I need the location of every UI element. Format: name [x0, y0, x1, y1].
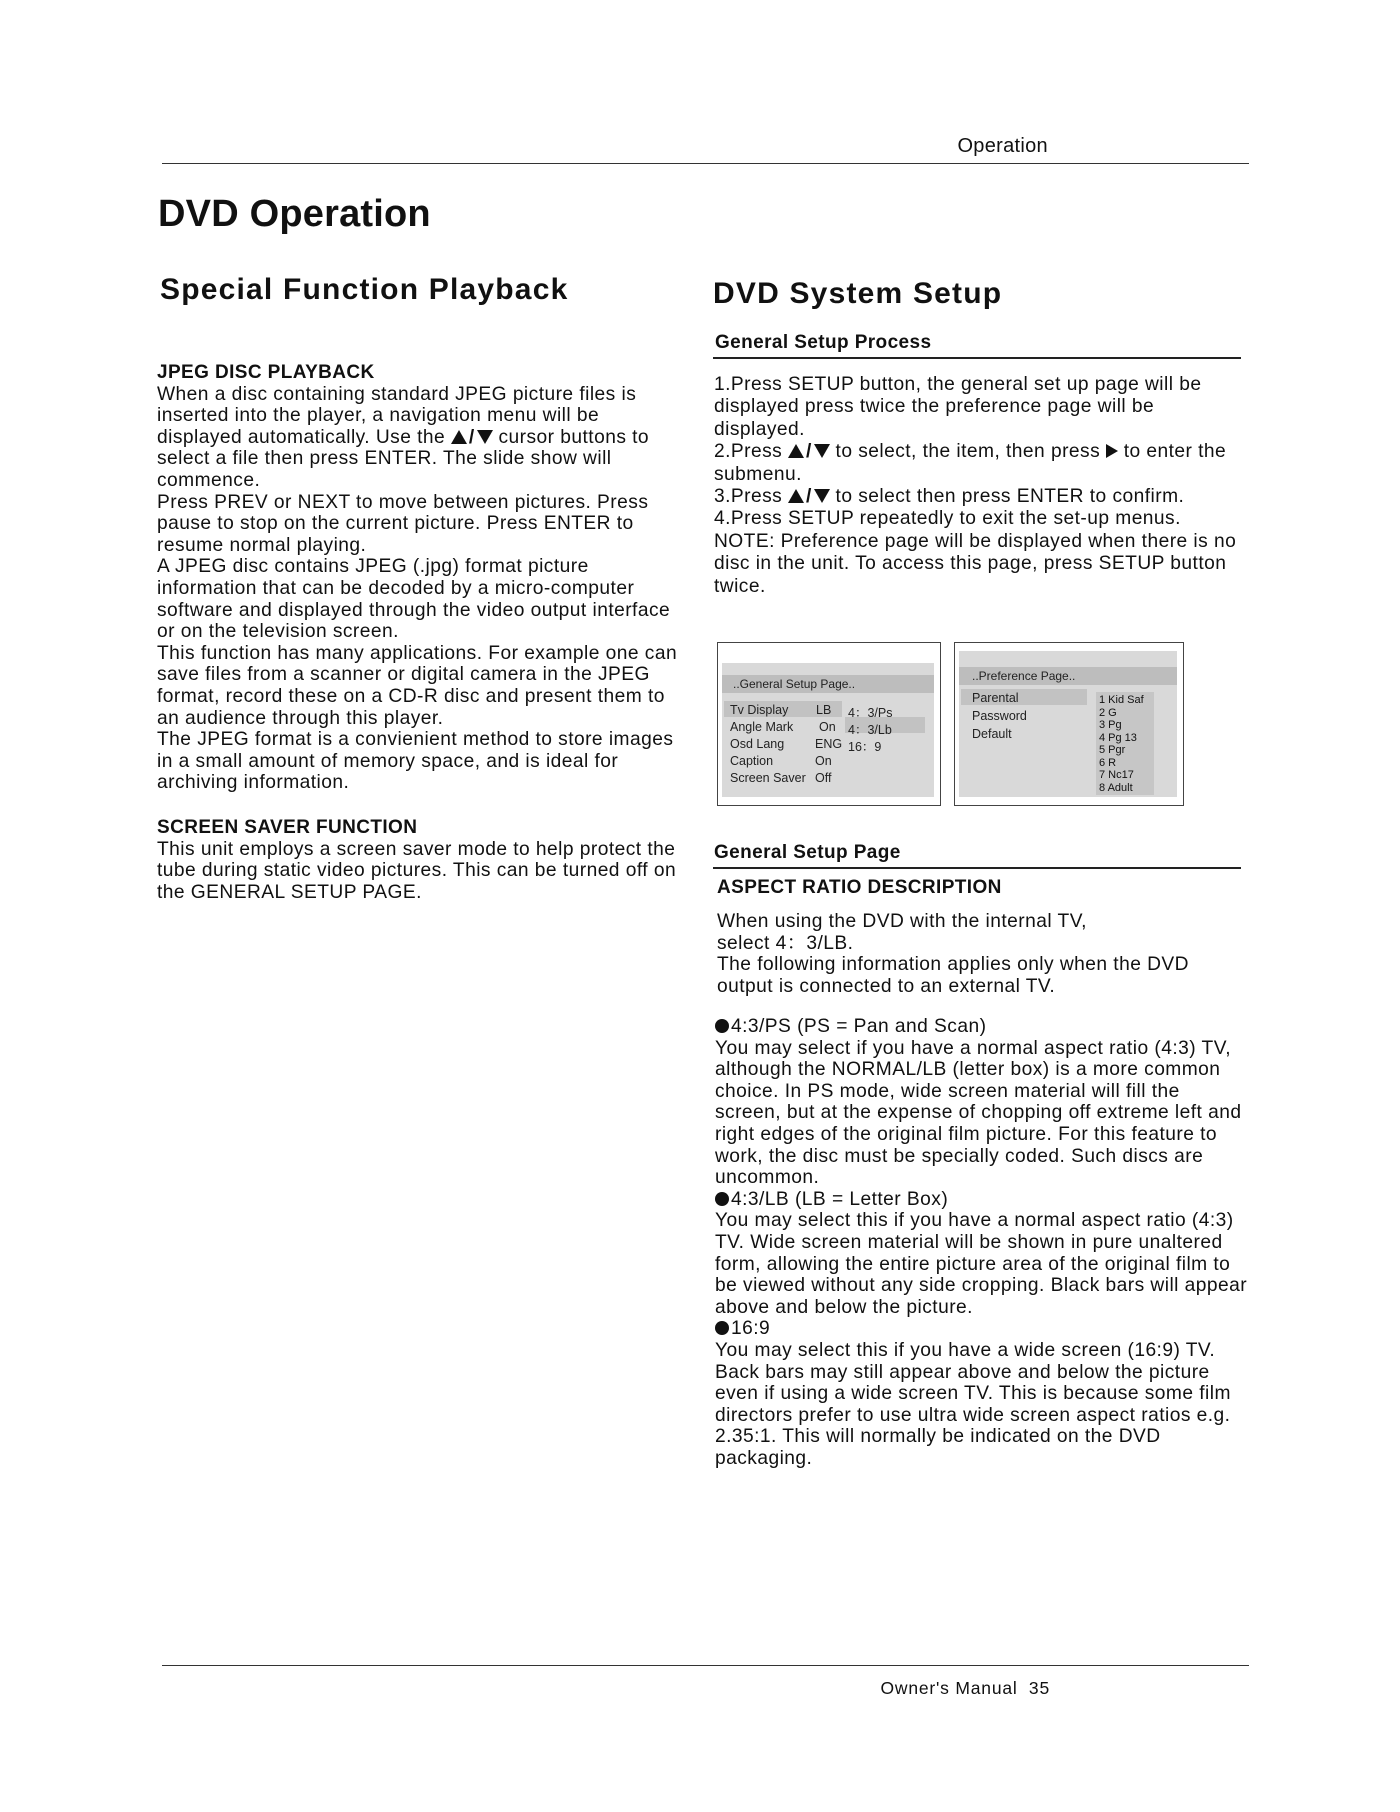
jpeg-para-5: The JPEG format is a convienient method to store images in a small amount of memory space, and is ideal for archiving information.: [157, 729, 674, 794]
jpeg-para-3: A JPEG disc contains JPEG (.jpg) format picture information that can be decoded by a micro-computer software and displayed through the video output interface or on the television screen.: [157, 556, 671, 643]
up-arrow-icon: [788, 444, 804, 458]
slash-glyph: /: [468, 426, 475, 448]
menu-row-angle-mark-label: Angle Mark: [730, 720, 794, 734]
rating-item: 3 Pg: [1099, 719, 1122, 731]
jpeg-para-2: Press PREV or NEXT to move between pictures. Press pause to stop on the current picture. Press ENTER to resume normal playing.: [157, 491, 649, 556]
preference-item-parental: Parental: [972, 691, 1019, 705]
intro-line-1: When using the DVD with the internal TV,: [717, 911, 1087, 932]
step-2-a: 2.Press: [714, 441, 783, 463]
step-3-b: to select then press ENTER to confirm.: [835, 486, 1185, 508]
wide-text: You may select this if you have a wide screen (16:9) TV. Back bars may still appear above and below the picture even if using a wide screen TV. This is because some film directors prefer to use ultra wide screen aspect ratios e.g. 2.35:1. This will normally be indicated on the DVD packaging.: [715, 1339, 1231, 1469]
menu-row-screen-saver-value: Off: [815, 771, 832, 785]
lb-text: You may select this if you have a normal aspect ratio (4:3) TV. Wide screen material will be shown in pure unaltered form, allowing the entire picture area of the original film to be viewed without any side cropping. Black bars will appear above and below the picture.: [715, 1210, 1248, 1318]
preference-menu-panel: [954, 642, 1184, 806]
setup-page-rule: [713, 867, 1241, 869]
ps-title-text: 4:3/PS (PS = Pan and Scan): [731, 1016, 987, 1037]
page-number: 35: [1028, 1678, 1050, 1698]
step-4: 4.Press SETUP repeatedly to exit the set-up menus.: [714, 508, 1181, 530]
lb-title-text: 4:3/LB (LB = Letter Box): [731, 1188, 949, 1210]
general-setup-menu-title: ..General Setup Page..: [733, 677, 856, 691]
menu-row-angle-mark-option: 4：3/Lb: [848, 723, 892, 737]
rating-item: 4 Pg 13: [1099, 731, 1137, 744]
down-arrow-icon: [477, 430, 493, 444]
preference-item-password: Password: [972, 709, 1027, 723]
screen-saver-section: [157, 817, 687, 903]
left-section-title: Special Function Playback: [160, 273, 569, 306]
menu-row-osd-lang-label: Osd Lang: [730, 737, 785, 751]
wide-title: [715, 1318, 1250, 1340]
menu-row-osd-lang-option: 16：9: [848, 740, 882, 754]
step-2-c: to enter the submenu.: [714, 441, 1227, 485]
up-arrow-icon: [451, 430, 467, 444]
step-2: [714, 441, 1244, 486]
rating-item: 5 Pgr: [1099, 744, 1126, 756]
lb-title: [715, 1189, 1250, 1211]
step-1: 1.Press SETUP button, the general set up page will be displayed press twice the preference page will be displayed.: [714, 374, 1202, 440]
header-rule: [162, 163, 1249, 164]
setup-page-heading: General Setup Page: [714, 842, 901, 863]
rating-item: 8 Adult: [1099, 781, 1133, 794]
jpeg-section: [157, 362, 687, 794]
aspect-options: [715, 1016, 1250, 1469]
page-title: DVD Operation: [158, 193, 431, 235]
bullet-icon: [715, 1192, 729, 1206]
down-arrow-icon: [814, 444, 830, 458]
right-arrow-icon: [1106, 444, 1118, 458]
step-3-a: 3.Press: [714, 486, 783, 508]
screen-saver-heading: SCREEN SAVER FUNCTION: [157, 817, 418, 838]
parental-ratings-list: [1096, 692, 1154, 795]
bullet-icon: [715, 1019, 729, 1033]
right-section-title: DVD System Setup: [713, 277, 1003, 310]
menu-row-caption-label: Caption: [730, 754, 774, 768]
rating-item: 7 Nc17: [1099, 769, 1134, 781]
setup-process-heading: General Setup Process: [715, 332, 932, 353]
menu-row-angle-mark-value: On: [819, 720, 836, 734]
down-arrow-icon: [814, 489, 830, 503]
preference-menu-title: ..Preference Page..: [972, 669, 1076, 683]
wide-title-text: 16:9: [731, 1318, 771, 1340]
menu-row-tv-display-option: 4：3/Ps: [848, 706, 893, 720]
step-3: [714, 486, 1244, 508]
up-arrow-icon: [788, 489, 804, 503]
setup-note: NOTE: Preference page will be displayed when there is no disc in the unit. To access this page, press SETUP button twice.: [714, 530, 1237, 597]
jpeg-para-4: This function has many applications. For example one can save files from a scanner or digital camera in the JPEG format, record these on a CD-R disc and present them to an audience through this player.: [157, 642, 678, 729]
aspect-intro: [717, 911, 1247, 997]
jpeg-para-1: [157, 384, 687, 492]
slash-glyph: /: [805, 441, 812, 463]
setup-process-rule: [713, 357, 1241, 359]
jpeg-para-1-a: When a disc containing standard JPEG picture files is inserted into the player, a navigation menu will be displayed automatically. Use the: [157, 383, 637, 448]
menu-row-osd-lang-value: ENG: [815, 737, 843, 751]
slash-glyph: /: [805, 486, 812, 508]
page-footer: [881, 1678, 1051, 1699]
menu-row-tv-display-value: LB: [816, 703, 832, 717]
ps-title: [715, 1016, 1250, 1038]
jpeg-para-1-b: cursor buttons to select a file then press ENTER. The slide show will commence.: [157, 426, 650, 491]
rating-item: 1 Kid Saf: [1099, 694, 1144, 706]
intro-line-2: select 4：3/LB.: [717, 932, 854, 954]
intro-line-3: The following information applies only when the DVD output is connected to an external TV.: [717, 954, 1189, 997]
footer-label: Owner's Manual: [880, 1678, 1018, 1698]
rating-item: 6 R: [1099, 756, 1117, 769]
menu-row-tv-display-label: Tv Display: [730, 703, 789, 717]
menu-row-caption-value: On: [815, 754, 832, 768]
screen-saver-para: This unit employs a screen saver mode to help protect the tube during static video pictures. This can be turned off on the GENERAL SETUP PAGE.: [157, 838, 677, 903]
setup-process-steps: [714, 374, 1244, 598]
menu-row-screen-saver-label: Screen Saver: [730, 771, 806, 785]
aspect-ratio-heading: ASPECT RATIO DESCRIPTION: [717, 877, 1002, 898]
rating-item: 2 G: [1099, 706, 1117, 719]
step-2-b: to select, the item, then press: [835, 441, 1101, 463]
jpeg-heading: JPEG DISC PLAYBACK: [157, 362, 375, 383]
preference-item-default: Default: [972, 727, 1012, 741]
running-header: Operation: [957, 135, 1048, 157]
footer-rule: [162, 1665, 1249, 1666]
bullet-icon: [715, 1321, 729, 1335]
ps-text: You may select if you have a normal aspect ratio (4:3) TV, although the NORMAL/LB (letter box) is a more common choice. In PS mode, wide screen material will fill the screen, but at the expense of chopping off extreme left and right edges of the original film picture. For this feature to work, the disc must be specially coded. Such discs are uncommon.: [715, 1037, 1242, 1189]
general-setup-menu-panel: [717, 642, 941, 806]
